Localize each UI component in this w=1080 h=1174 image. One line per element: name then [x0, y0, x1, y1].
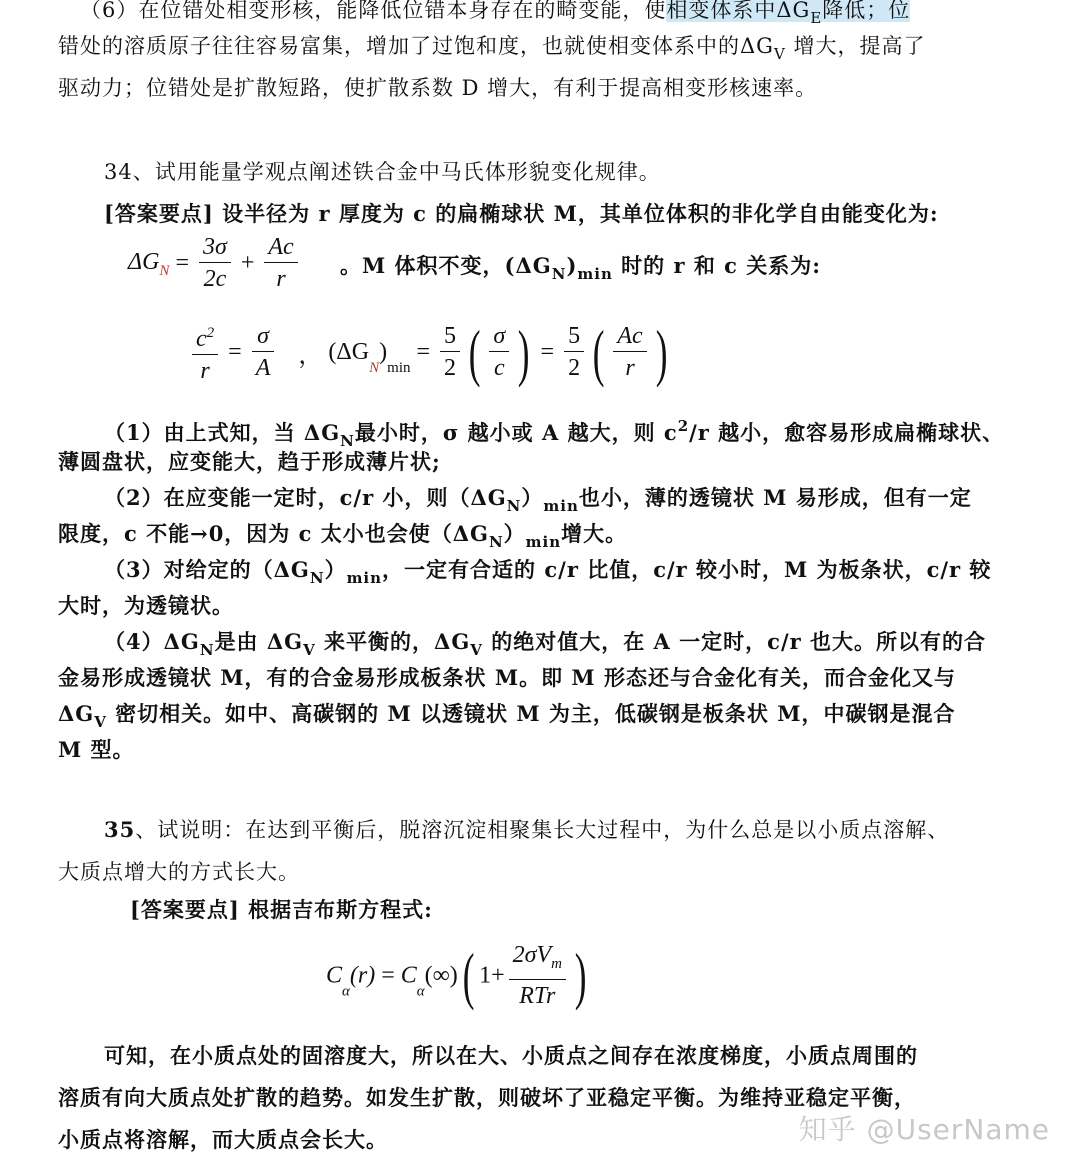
denominator: r — [625, 355, 635, 381]
denominator: r — [200, 358, 210, 384]
equation-2: $\frac{c^2}{r}$ = $\frac{\sigma}{A}$ ， $(\Delta G_N)_{min}$ = $\frac{5}{2}$ ( $\frac{\sigma}{c}$ ) = $\frac{5}{2}$ ( $\frac{Ac}{r}$ ) — [188, 318, 672, 387]
text: 也小，薄的透镜状 M 易形成，但有一定 — [578, 485, 972, 510]
subscript: min — [543, 497, 579, 515]
answer-label: [答案要点] — [104, 201, 214, 226]
operator: = — [381, 962, 395, 989]
math-symbol: ) — [379, 339, 388, 365]
math-symbol: 1+ — [479, 962, 505, 989]
gibbs-equation: $C_\alpha(r) = C_\alpha(\infty)$( 1+ $\frac{2\sigma V_m}{\text{RTr}}$ ) — [326, 940, 587, 1011]
subscript: min — [577, 265, 613, 283]
subscript: V — [303, 641, 316, 659]
q34-point-2-line2 — [58, 518, 1010, 558]
q34-point-3-line2: 大时，为透镜状。 — [58, 593, 234, 618]
text: ) — [566, 253, 578, 278]
text: 时的 r 和 c 关系为: — [612, 253, 822, 278]
fraction — [252, 321, 275, 384]
numerator: 2σV — [512, 942, 552, 968]
text: ，一定有合适的 c/r 比值，c/r 较小时，M 为板条状，c/r 较 — [382, 557, 992, 582]
text: 设半径为 r 厚度为 c 的扁椭球状 M，其单位体积的非化学自由能变化为: — [213, 201, 939, 226]
superscript: 2 — [206, 325, 215, 341]
math-symbol: C — [400, 962, 417, 989]
subscript: N — [159, 263, 170, 280]
subscript: N — [340, 432, 355, 450]
text: 最小时，σ 越小或 A 越大，则 c — [354, 420, 678, 445]
q35-conclusion-line3: 小质点将溶解，而大质点会长大。 — [58, 1127, 388, 1152]
subscript: m — [551, 956, 562, 972]
eq1-description — [340, 250, 1010, 290]
text: ΔG — [58, 701, 95, 726]
text: 增大。 — [561, 521, 628, 546]
denominator: 2c — [203, 266, 227, 292]
text: ） — [324, 557, 347, 582]
q34-point-3 — [104, 554, 1010, 594]
subscript: N — [369, 360, 380, 377]
numerator: 5 — [440, 321, 460, 352]
highlighted-text — [666, 0, 911, 27]
q34-answer-intro — [104, 198, 1010, 230]
text: 增大，提高了 — [785, 34, 926, 58]
denominator: r — [276, 266, 286, 292]
text: 根据吉布斯方程式: — [239, 897, 433, 922]
p6-line3: 驱动力；位错处是扩散短路，使扩散系数 D 增大，有利于提高相变形核速率。 — [58, 76, 818, 100]
q35-answer-intro — [130, 894, 1010, 926]
subscript: E — [810, 9, 823, 27]
math-symbol: (ΔG — [328, 339, 370, 365]
q34-point-2 — [104, 482, 1010, 522]
text: /r 越小，愈容易形成扁椭球状、 — [689, 420, 1005, 445]
denominator: c — [493, 355, 505, 381]
fraction — [613, 321, 646, 384]
subscript: min — [346, 569, 383, 587]
q35-question — [104, 814, 1010, 846]
subscript: α — [342, 983, 350, 1000]
numerator: 5 — [564, 321, 584, 352]
denominator: A — [255, 355, 271, 381]
subscript: min — [525, 533, 562, 551]
math-symbol: (r) — [349, 962, 376, 989]
q34-point-4 — [104, 626, 1010, 666]
text: ） — [521, 485, 544, 510]
q34-point-4-line3 — [58, 698, 1010, 738]
subscript: V — [470, 641, 483, 659]
question-number: 35 — [104, 817, 136, 842]
denominator: 2 — [568, 355, 581, 381]
subscript: V — [94, 713, 107, 731]
subscript: V — [773, 45, 786, 63]
numerator: Ac — [264, 232, 297, 263]
superscript: 2 — [677, 417, 690, 435]
math-symbol: C — [326, 962, 343, 989]
subscript: min — [387, 360, 411, 377]
fraction — [199, 232, 231, 295]
watermark: 知乎 @UserName — [798, 1113, 1050, 1146]
q35-conclusion-line2: 溶质有向大质点处扩散的趋势。如发生扩散，则破坏了亚稳定平衡。为维持亚稳定平衡， — [58, 1085, 916, 1110]
q34-point-1-line2: 薄圆盘状，应变能大，趋于形成薄片状; — [58, 449, 441, 474]
p6-line2 — [58, 30, 1010, 70]
numerator: c — [196, 326, 207, 352]
text: 的绝对值大，在 A 一定时，c/r 也大。所以有的合 — [482, 629, 986, 654]
text: 降低；位 — [822, 0, 911, 22]
operator: + — [240, 250, 255, 276]
text: （1）由上式知，当 ΔG — [104, 420, 341, 445]
q34-question: 34、试用能量学观点阐述铁合金中马氏体形貌变化规律。 — [104, 160, 661, 184]
text: 限度，c 不能→0，因为 c 太小也会使（ΔG — [58, 521, 489, 546]
q34-point-4-line4: M 型。 — [58, 737, 135, 762]
q34-point-4-line2: 金易形成透镜状 M，有的合金易形成板条状 M。即 M 形态还与合金化有关，而合金化又与 — [58, 665, 956, 690]
text: （2）在应变能一定时，c/r 小，则（ΔG — [104, 485, 507, 510]
math-symbol: (∞) — [424, 962, 458, 989]
numerator: σ — [489, 321, 509, 352]
math-symbol: ΔG — [128, 249, 160, 276]
text: 。M 体积不变，(ΔG — [340, 253, 552, 278]
subscript: N — [506, 497, 522, 515]
denominator: 2 — [444, 355, 457, 381]
q35-conclusion-line1: 可知，在小质点处的固溶度大，所以在大、小质点之间存在浓度梯度，小质点周围的 — [104, 1043, 918, 1068]
p6-line1 — [80, 0, 1010, 34]
text: （4）ΔG — [104, 629, 200, 654]
fraction — [440, 321, 460, 384]
numerator: σ — [252, 321, 275, 352]
separator: ， — [298, 343, 323, 369]
text: ） — [503, 521, 526, 546]
subscript: N — [309, 569, 325, 587]
subscript: N — [551, 265, 567, 283]
fraction — [509, 940, 566, 1012]
fraction — [564, 321, 584, 384]
answer-label: [答案要点] — [130, 897, 240, 922]
text: 、试说明：在达到平衡后，脱溶沉淀相聚集长大过程中，为什么总是以小质点溶解、 — [135, 818, 950, 842]
q35-question-line2: 大质点增大的方式长大。 — [58, 860, 300, 884]
subscript: N — [488, 533, 504, 551]
text: 相变体系中ΔG — [666, 0, 811, 22]
numerator: Ac — [613, 321, 646, 352]
subscript: α — [416, 983, 425, 1000]
fraction — [264, 232, 297, 295]
subscript: N — [199, 641, 215, 659]
fraction — [489, 321, 509, 384]
text: 密切相关。如中、高碳钢的 M 以透镜状 M 为主，低碳钢是板条状 M，中碳钢是混合 — [106, 701, 956, 726]
equation-1: $\Delta G_N$ = $\frac{3\sigma}{2c}$ + $\frac{Ac}{r}$ — [128, 232, 302, 295]
denominator: RTr — [519, 983, 556, 1009]
text: 错处的溶质原子往往容易富集，增加了过饱和度，也就使相变体系中的ΔG — [58, 34, 774, 58]
numerator: 3σ — [199, 232, 231, 263]
text: （6）在位错处相变形核，能降低位错本身存在的畸变能，使 — [80, 0, 667, 22]
text: 是由 ΔG — [214, 629, 304, 654]
fraction — [192, 318, 218, 387]
text: （3）对给定的（ΔG — [104, 557, 310, 582]
text: 来平衡的，ΔG — [315, 629, 471, 654]
